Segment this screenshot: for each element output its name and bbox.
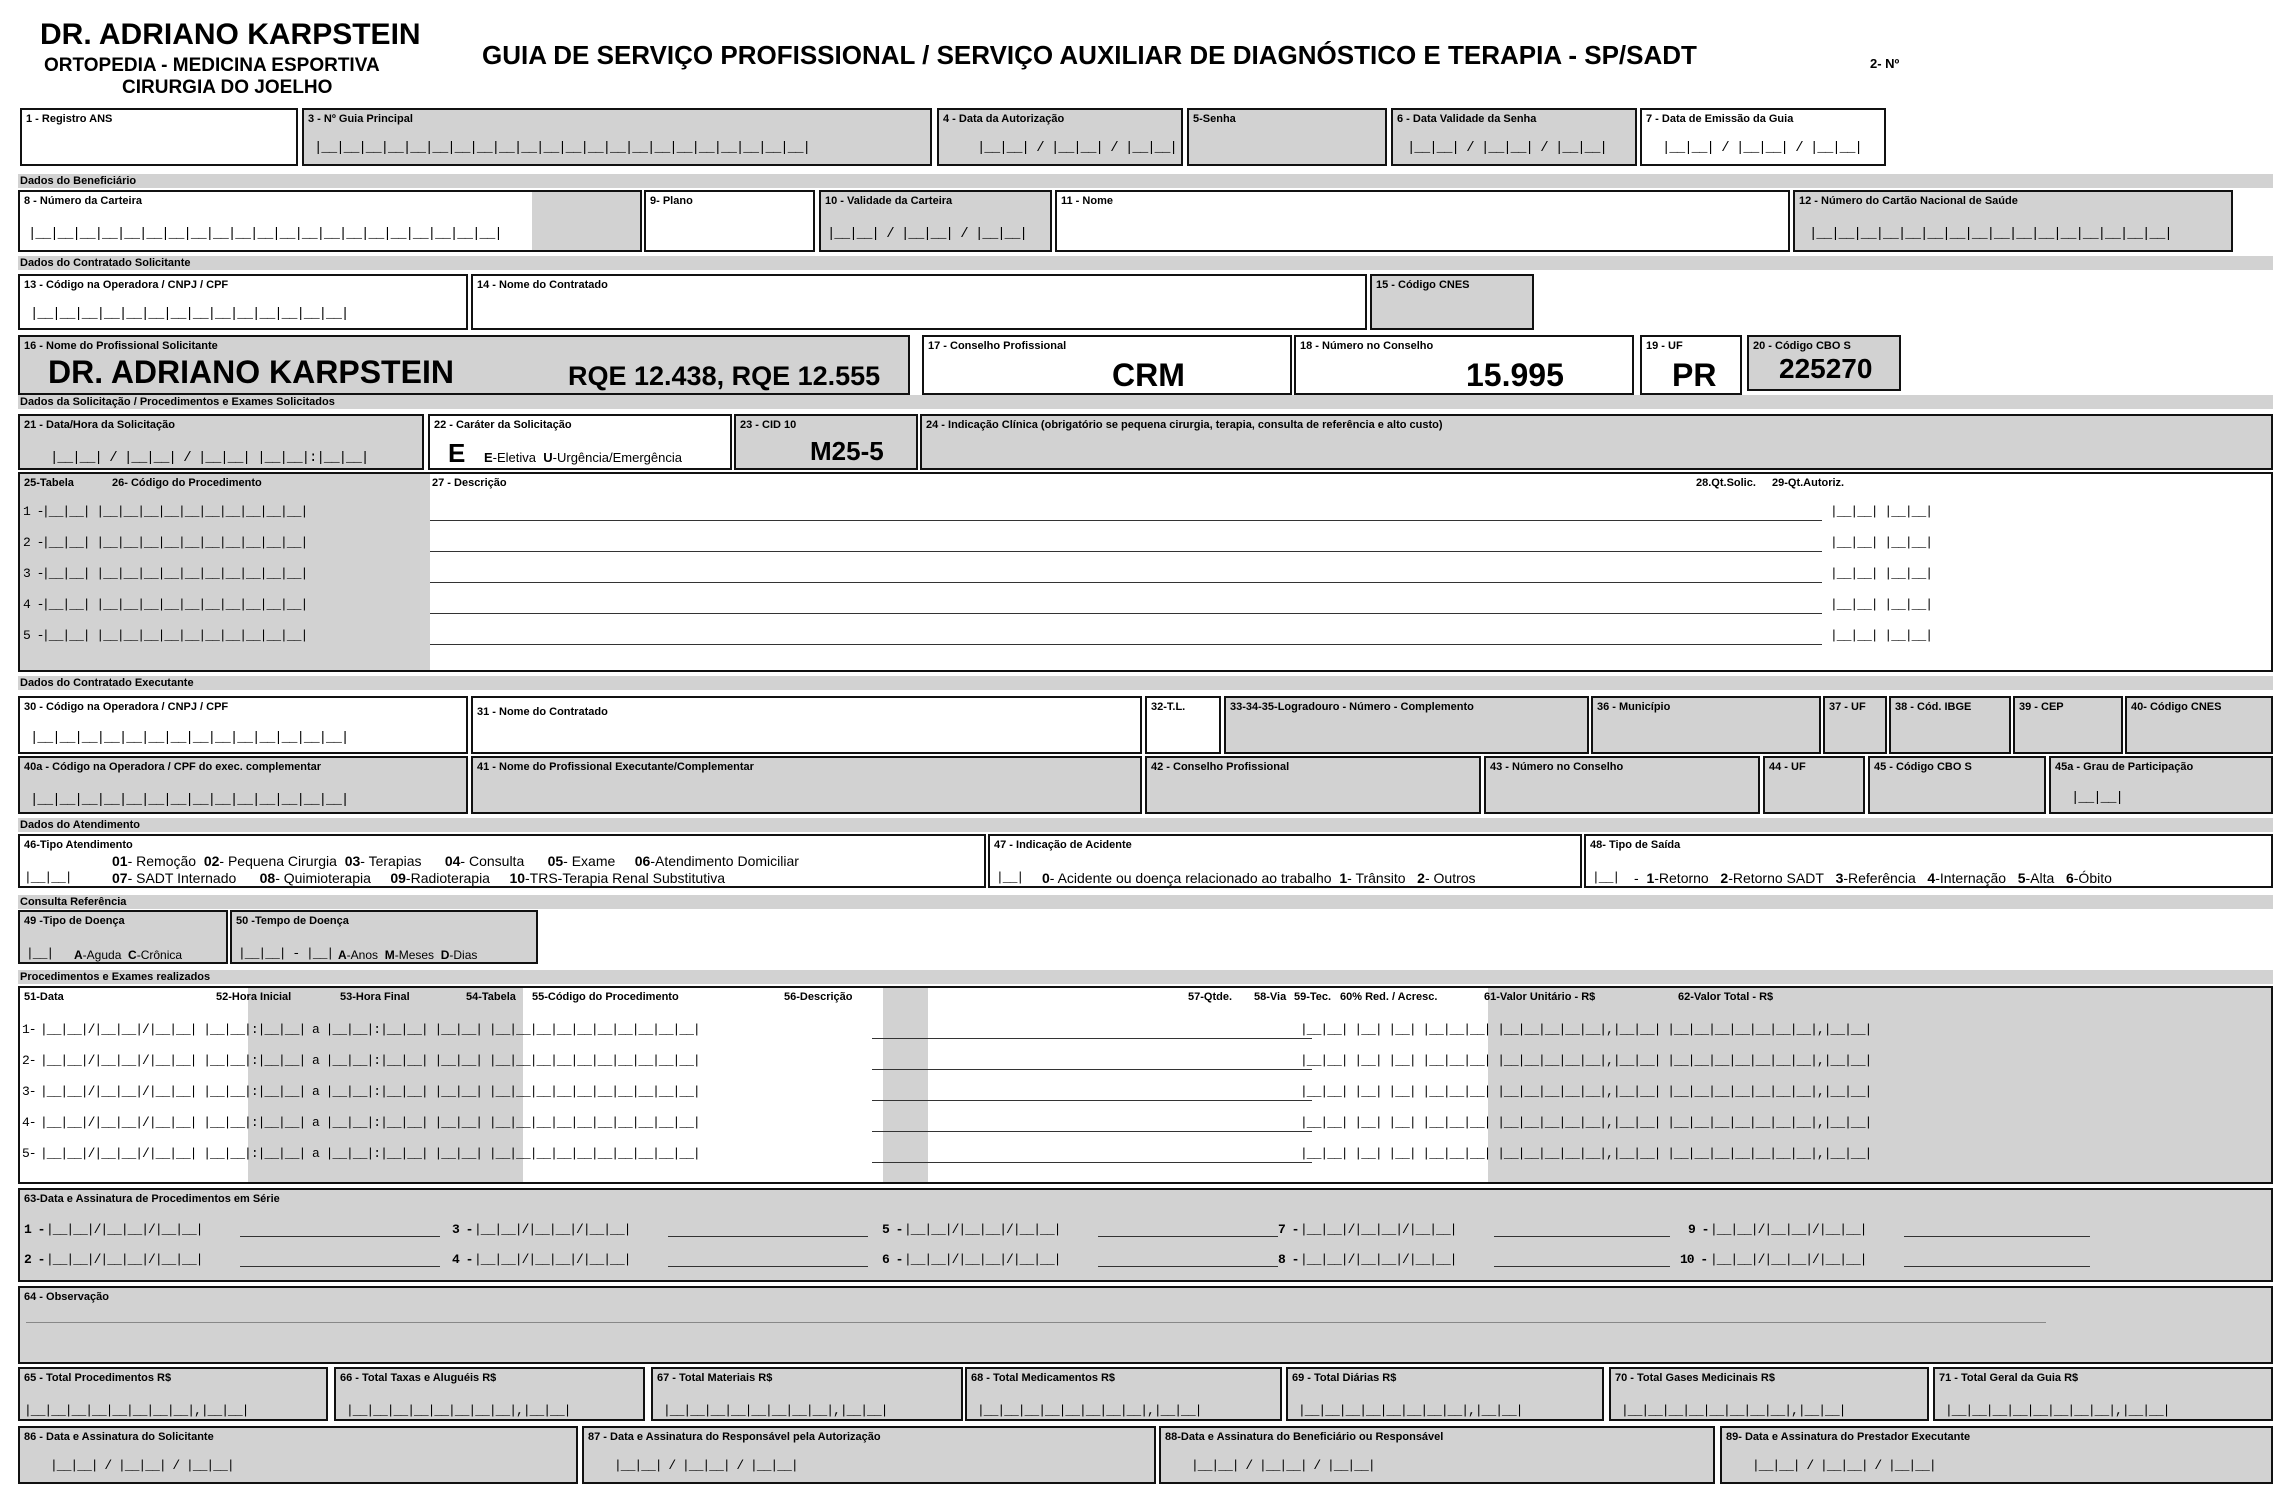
- blank: |__|__| / |__|__| / |__|__|: [1752, 1458, 1936, 1473]
- label-62: 62-Valor Total - R$: [1678, 991, 1774, 1003]
- serie-9-blank: |__|__|/|__|__|/|__|__|: [1710, 1222, 1867, 1237]
- blank: |__|__|: [24, 870, 72, 885]
- label: 86 - Data e Assinatura do Solicitante: [24, 1431, 214, 1443]
- serie-6-line: [1098, 1266, 1278, 1267]
- label: 24 - Indicação Clínica (obrigatório se pequena cirurgia, terapia, consulta de referência e alto custo): [926, 419, 1443, 431]
- blank: |__|__|__|__|__|__|__|__|,|__|__|: [1621, 1403, 1846, 1418]
- qty-blank: |__|__| |__|__|: [1830, 628, 1933, 643]
- qty-blank: |__|__| |__|__|: [1830, 597, 1933, 612]
- label: 18 - Número no Conselho: [1300, 340, 1434, 352]
- blank: |__|__| / |__|__| / |__|__|: [1407, 140, 1607, 156]
- carater-legend: E-Eletiva U-Urgência/Emergência: [484, 450, 682, 465]
- label: 67 - Total Materiais R$: [657, 1372, 773, 1384]
- label-53: 53-Hora Final: [340, 991, 410, 1003]
- section-procedimentos-realizados: Procedimentos e Exames realizados: [18, 970, 2273, 984]
- serie-3-line: [668, 1236, 868, 1237]
- row-blank: |__|__|/|__|__|/|__|__| |__|__|:|__|__| a |__|__|:|__|__| |__|__| |__|__|__|__|__|__|__|__|__|__|: [40, 1084, 700, 1099]
- row-5[interactable]: [20, 628, 2270, 654]
- section-beneficiario: Dados do Beneficiário: [18, 174, 2273, 188]
- label: 42 - Conselho Profissional: [1151, 761, 1290, 773]
- label: 36 - Município: [1597, 701, 1671, 713]
- row-num: 5-: [22, 1146, 36, 1161]
- field-21-data-hora[interactable]: [18, 414, 424, 470]
- field-48-tipo-saida[interactable]: [1584, 834, 2273, 888]
- blank: |__|: [26, 946, 54, 961]
- field-1-registro-ans[interactable]: [20, 108, 298, 166]
- label: 63-Data e Assinatura de Procedimentos em Série: [24, 1193, 280, 1205]
- desc-line: [430, 520, 1822, 521]
- label: 8 - Número da Carteira: [24, 195, 142, 207]
- label: 71 - Total Geral da Guia R$: [1939, 1372, 2079, 1384]
- section-solicitante: Dados do Contratado Solicitante: [18, 256, 2273, 270]
- field-69-total-diarias[interactable]: [1286, 1367, 1604, 1421]
- field-65-total-procedimentos[interactable]: [18, 1367, 328, 1421]
- serie-2-blank: |__|__|/|__|__|/|__|__|: [46, 1252, 203, 1267]
- field-67-total-materiais[interactable]: [651, 1367, 963, 1421]
- serie-3-num: 3 -: [452, 1222, 473, 1237]
- label-61: 61-Valor Unitário - R$: [1484, 991, 1596, 1003]
- blank: |__|: [1592, 870, 1620, 885]
- row-3[interactable]: [20, 566, 2270, 592]
- serie-9-line: [1904, 1236, 2090, 1237]
- tipo-atendimento-line1: 01- Remoção 02- Pequena Cirurgia 03- Terapias 04- Consulta 05- Exame 06-Atendimento Domiciliar: [112, 853, 799, 869]
- desc-line: [872, 1069, 1312, 1070]
- section-consulta-referencia: Consulta Referência: [18, 895, 2273, 909]
- label: 15 - Código CNES: [1376, 279, 1470, 291]
- label: 69 - Total Diárias R$: [1292, 1372, 1397, 1384]
- label: 89- Data e Assinatura do Prestador Executante: [1726, 1431, 1971, 1443]
- serie-6-blank: |__|__|/|__|__|/|__|__|: [904, 1252, 1061, 1267]
- desc-line: [872, 1038, 1312, 1039]
- field-46-tipo-atendimento[interactable]: [18, 834, 986, 888]
- tipo-atendimento-line2: 07- SADT Internado 08- Quimioterapia 09-Radioterapia 10-TRS-Terapia Renal Substitutiva: [112, 870, 725, 886]
- label: 3 - Nº Guia Principal: [308, 113, 413, 125]
- field-8-numero-carteira[interactable]: [18, 190, 642, 252]
- field-30-codigo-operadora[interactable]: [18, 696, 468, 754]
- label-54: 54-Tabela: [466, 991, 516, 1003]
- label: 14 - Nome do Contratado: [477, 279, 608, 291]
- blank: |__|__| / |__|__| / |__|__|: [827, 226, 1027, 242]
- desc-line: [872, 1162, 1312, 1163]
- row-blank-2: |__|__| |__| |__| |__|__|__| |__|__|__|__|__|,|__|__| |__|__|__|__|__|__|__|,|__|__|: [1300, 1146, 1872, 1161]
- label: 31 - Nome do Contratado: [477, 706, 608, 718]
- field-42-conselho-profissional[interactable]: [1145, 756, 1481, 814]
- serie-4-blank: |__|__|/|__|__|/|__|__|: [474, 1252, 631, 1267]
- profissional-value: DR. ADRIANO KARPSTEIN: [48, 354, 454, 390]
- field-36-municipio[interactable]: [1591, 696, 1821, 754]
- row-blank: |__|__| |__|__|__|__|__|__|__|__|__|__|: [42, 628, 308, 643]
- field-17-conselho-profissional[interactable]: [922, 335, 1292, 395]
- blank: |__|: [996, 870, 1024, 885]
- label: 12 - Número do Cartão Nacional de Saúde: [1799, 195, 2018, 207]
- label: 4 - Data da Autorização: [943, 113, 1065, 125]
- blank: |__|__|__|__|__|__|__|__|__|__|__|__|__|__|__|__|__|__|__|__|__|: [28, 226, 502, 242]
- row-num: 3 -: [23, 566, 44, 581]
- serie-10-num: 10 -: [1680, 1252, 1708, 1267]
- label: 22 - Caráter da Solicitação: [434, 419, 572, 431]
- label: 30 - Código na Operadora / CNPJ / CPF: [24, 701, 229, 713]
- blank: |__|__| / |__|__| / |__|__|: [1191, 1458, 1375, 1473]
- desc-line: [430, 551, 1822, 552]
- blank: |__|__|__|__|__|__|__|__|,|__|__|: [663, 1403, 888, 1418]
- label-qt-autoriz: 29-Qt.Autoriz.: [1772, 477, 1845, 489]
- serie-5-line: [1098, 1236, 1278, 1237]
- rqe-value: RQE 12.438, RQE 12.555: [568, 361, 881, 391]
- row-blank: |__|__| |__|__|__|__|__|__|__|__|__|__|: [42, 504, 308, 519]
- label-qt-solic: 28.Qt.Solic.: [1696, 477, 1756, 489]
- blank: |__|__| / |__|__| / |__|__|: [1662, 140, 1862, 156]
- serie-10-line: [1904, 1266, 2090, 1267]
- desc-line: [430, 613, 1822, 614]
- desc-line: [872, 1100, 1312, 1101]
- blank: |__|__|__|__|__|__|__|__|,|__|__|: [977, 1403, 1202, 1418]
- specialty-line1: ORTOPEDIA - MEDICINA ESPORTIVA: [44, 55, 380, 76]
- field-5-senha[interactable]: [1187, 108, 1387, 166]
- field-32-tl[interactable]: [1145, 696, 1221, 754]
- field-63-procedimentos-serie[interactable]: [18, 1188, 2273, 1282]
- label-58: 58-Via: [1254, 991, 1287, 1003]
- field-13-codigo-operadora[interactable]: [18, 274, 468, 330]
- field-68-total-medicamentos[interactable]: [965, 1367, 1282, 1421]
- blank: |__|__|__|__|__|__|__|__|,|__|__|: [24, 1403, 249, 1418]
- field-18-numero-conselho[interactable]: [1294, 335, 1634, 395]
- field-24-indicacao-clinica[interactable]: [920, 414, 2273, 470]
- row-blank: |__|__| |__|__|__|__|__|__|__|__|__|__|: [42, 566, 308, 581]
- field-19-uf[interactable]: [1640, 335, 1742, 395]
- label: 50 -Tempo de Doença: [236, 915, 349, 927]
- field-20-codigo-cbo[interactable]: [1747, 335, 1901, 391]
- label: 23 - CID 10: [740, 419, 797, 431]
- label: 5-Senha: [1193, 113, 1236, 125]
- field-12-cartao-nacional[interactable]: [1793, 190, 2233, 252]
- real-row-3[interactable]: [20, 1084, 2270, 1108]
- field-70-total-gases[interactable]: [1609, 1367, 1929, 1421]
- row-num: 2 -: [23, 535, 44, 550]
- label: 20 - Código CBO S: [1753, 340, 1851, 352]
- real-row-2[interactable]: [20, 1053, 2270, 1077]
- shade: [532, 192, 640, 250]
- label: 40- Código CNES: [2131, 701, 2222, 713]
- procedimentos-realizados-table: [18, 986, 2273, 1184]
- label-59: 59-Tec.: [1294, 991, 1332, 1003]
- label-51: 51-Data: [24, 991, 64, 1003]
- label: 65 - Total Procedimentos R$: [24, 1372, 172, 1384]
- uf-value: PR: [1672, 357, 1717, 393]
- row-num: 1 -: [23, 504, 44, 519]
- row-blank-2: |__|__| |__| |__| |__|__|__| |__|__|__|__|__|,|__|__| |__|__|__|__|__|__|__|,|__|__|: [1300, 1053, 1872, 1068]
- label-56: 56-Descrição: [784, 991, 853, 1003]
- field-50-tempo-doenca[interactable]: [230, 910, 538, 964]
- label: 37 - UF: [1829, 701, 1866, 713]
- blank: |__|__|__|__|__|__|__|__|__|__|__|__|__|__|__|__|: [1809, 226, 2172, 242]
- label: 19 - UF: [1646, 340, 1683, 352]
- row-4[interactable]: [20, 597, 2270, 623]
- field-14-nome-contratado[interactable]: [471, 274, 1367, 330]
- row-blank: |__|__|/|__|__|/|__|__| |__|__|:|__|__| a |__|__|:|__|__| |__|__| |__|__|__|__|__|__|__|__|__|__|: [40, 1115, 700, 1130]
- blank: |__|__| / |__|__| / |__|__|: [50, 1458, 234, 1473]
- blank: |__|__|__|__|__|__|__|__|__|__|__|__|__|__|: [30, 730, 349, 746]
- label: 1 - Registro ANS: [26, 113, 113, 125]
- label: 48- Tipo de Saída: [1590, 839, 1681, 851]
- label: 45 - Código CBO S: [1874, 761, 1972, 773]
- section-atendimento: Dados do Atendimento: [18, 818, 2273, 832]
- label-52: 52-Hora Inicial: [216, 991, 292, 1003]
- label: 70 - Total Gases Medicinais R$: [1615, 1372, 1775, 1384]
- doctor-name: DR. ADRIANO KARPSTEIN: [40, 18, 421, 51]
- blank: |__|__| / |__|__| / |__|__| |__|__|:|__|__|: [50, 450, 369, 466]
- serie-4-num: 4 -: [452, 1252, 473, 1267]
- desc-line: [872, 1131, 1312, 1132]
- label-55: 55-Código do Procedimento: [532, 991, 679, 1003]
- field-47-indicacao-acidente[interactable]: [988, 834, 1582, 888]
- label: 16 - Nome do Profissional Solicitante: [24, 340, 218, 352]
- conselho-value: CRM: [1112, 357, 1185, 393]
- cid-value: M25-5: [810, 436, 884, 466]
- field-15-codigo-cnes[interactable]: [1370, 274, 1534, 330]
- field-87-assinatura-autorizacao[interactable]: [582, 1426, 1156, 1484]
- real-row-1[interactable]: [20, 1022, 2270, 1046]
- obs-line: [26, 1322, 2046, 1323]
- row-blank: |__|__|/|__|__|/|__|__| |__|__|:|__|__| a |__|__|:|__|__| |__|__| |__|__|__|__|__|__|__|__|__|__|: [40, 1053, 700, 1068]
- specialty-line2: CIRURGIA DO JOELHO: [122, 77, 333, 98]
- row-blank: |__|__|/|__|__|/|__|__| |__|__|:|__|__| a |__|__|:|__|__| |__|__| |__|__|__|__|__|__|__|__|__|__|: [40, 1146, 700, 1161]
- blank: |__|__|: [2071, 790, 2123, 806]
- field-23-cid10[interactable]: [734, 414, 918, 470]
- real-row-5[interactable]: [20, 1146, 2270, 1170]
- label: 13 - Código na Operadora / CNPJ / CPF: [24, 279, 229, 291]
- carater-value: E: [448, 438, 466, 468]
- field-66-total-taxas[interactable]: [334, 1367, 645, 1421]
- field-39-cep[interactable]: [2013, 696, 2123, 754]
- section-solicitacao: Dados da Solicitação / Procedimentos e Exames Solicitados: [18, 395, 2273, 409]
- row-num: 4 -: [23, 597, 44, 612]
- serie-8-blank: |__|__|/|__|__|/|__|__|: [1300, 1252, 1457, 1267]
- saida-options: - 1-Retorno 2-Retorno SADT 3-Referência 4-Internação 5-Alta 6-Óbito: [1634, 870, 2112, 886]
- blank: |__|__| / |__|__| / |__|__|: [977, 140, 1177, 156]
- row-num: 2-: [22, 1053, 36, 1068]
- label: 41 - Nome do Profissional Executante/Complementar: [477, 761, 754, 773]
- field-16-profissional-solicitante[interactable]: [18, 335, 910, 395]
- row-1[interactable]: [20, 504, 2270, 530]
- label-tabela: 25-Tabela: [24, 477, 74, 489]
- label: 6 - Data Validade da Senha: [1397, 113, 1537, 125]
- serie-7-line: [1494, 1236, 1670, 1237]
- label: 45a - Grau de Participação: [2055, 761, 2194, 773]
- row-num: 5 -: [23, 628, 44, 643]
- acidente-options: 0- Acidente ou doença relacionado ao trabalho 1- Trânsito 2- Outros: [1042, 870, 1476, 886]
- field-44-uf[interactable]: [1763, 756, 1865, 814]
- row-blank-2: |__|__| |__| |__| |__|__|__| |__|__|__|__|__|,|__|__| |__|__|__|__|__|__|__|,|__|__|: [1300, 1115, 1872, 1130]
- row-blank: |__|__|/|__|__|/|__|__| |__|__|:|__|__| a |__|__|:|__|__| |__|__| |__|__|__|__|__|__|__|__|__|__|: [40, 1022, 700, 1037]
- blank: |__|__|__|__|__|__|__|__|__|__|__|__|__|__|: [30, 306, 349, 322]
- qty-blank: |__|__| |__|__|: [1830, 504, 1933, 519]
- section-executante: Dados do Contratado Executante: [18, 676, 2273, 690]
- label: 17 - Conselho Profissional: [928, 340, 1067, 352]
- field-49-tipo-doenca[interactable]: [18, 910, 228, 964]
- blank: |__|__|__|__|__|__|__|__|,|__|__|: [1945, 1403, 2170, 1418]
- label: 40a - Código na Operadora / CPF do exec. complementar: [24, 761, 322, 773]
- field-11-nome[interactable]: [1055, 190, 1790, 252]
- row-blank-2: |__|__| |__| |__| |__|__|__| |__|__|__|__|__|,|__|__| |__|__|__|__|__|__|__|,|__|__|: [1300, 1084, 1872, 1099]
- label-60: 60% Red. / Acresc.: [1340, 991, 1438, 1003]
- label-descricao: 27 - Descrição: [432, 477, 507, 489]
- serie-8-num: 8 -: [1278, 1252, 1299, 1267]
- label: 64 - Observação: [24, 1291, 109, 1303]
- label: 88-Data e Assinatura do Beneficiário ou Responsável: [1165, 1431, 1444, 1443]
- label: 87 - Data e Assinatura do Responsável pela Autorização: [588, 1431, 881, 1443]
- field-71-total-geral[interactable]: [1933, 1367, 2273, 1421]
- field-6-validade-senha[interactable]: [1391, 108, 1637, 166]
- serie-5-blank: |__|__|/|__|__|/|__|__|: [904, 1222, 1061, 1237]
- row-2[interactable]: [20, 535, 2270, 561]
- label-codigo: 26- Código do Procedimento: [112, 477, 262, 489]
- field-9-plano[interactable]: [644, 190, 815, 252]
- label: 32-T.L.: [1151, 701, 1186, 713]
- label: 38 - Cód. IBGE: [1895, 701, 1972, 713]
- label: 44 - UF: [1769, 761, 1806, 773]
- row-blank-2: |__|__| |__| |__| |__|__|__| |__|__|__|__|__|,|__|__| |__|__|__|__|__|__|__|,|__|__|: [1300, 1022, 1872, 1037]
- serie-5-num: 5 -: [882, 1222, 903, 1237]
- desc-line: [430, 582, 1822, 583]
- guide-number-label: 2- Nº: [1870, 56, 1900, 71]
- field-45a-grau-participacao[interactable]: [2049, 756, 2273, 814]
- field-89-assinatura-prestador[interactable]: [1720, 1426, 2273, 1484]
- blank: |__|__| - |__|: [238, 946, 334, 961]
- tempo-doenca-options: A-Anos M-Meses D-Dias: [338, 948, 478, 962]
- blank: |__|__|__|__|__|__|__|__|__|__|__|__|__|__|__|__|__|__|__|__|__|__|: [314, 140, 810, 156]
- row-blank: |__|__| |__|__|__|__|__|__|__|__|__|__|: [42, 597, 308, 612]
- tipo-doenca-options: A-Aguda C-Crônica: [74, 948, 183, 962]
- label: 10 - Validade da Carteira: [825, 195, 953, 207]
- row-num: 3-: [22, 1084, 36, 1099]
- label-57: 57-Qtde.: [1188, 991, 1233, 1003]
- blank: |__|__| / |__|__| / |__|__|: [614, 1458, 798, 1473]
- field-31-nome-contratado[interactable]: [471, 696, 1142, 754]
- blank: |__|__|__|__|__|__|__|__|,|__|__|: [346, 1403, 571, 1418]
- field-43-numero-conselho[interactable]: [1484, 756, 1760, 814]
- serie-3-blank: |__|__|/|__|__|/|__|__|: [474, 1222, 631, 1237]
- numero-conselho-value: 15.995: [1466, 357, 1564, 393]
- field-4-data-autorizacao[interactable]: [937, 108, 1183, 166]
- label: 39 - CEP: [2019, 701, 2064, 713]
- field-10-validade-carteira[interactable]: [819, 190, 1052, 252]
- serie-2-line: [240, 1266, 440, 1267]
- label: 7 - Data de Emissão da Guia: [1646, 113, 1794, 125]
- label: 49 -Tipo de Doença: [24, 915, 125, 927]
- label: 21 - Data/Hora da Solicitação: [24, 419, 175, 431]
- field-40a-codigo-complementar[interactable]: [18, 756, 468, 814]
- label: 68 - Total Medicamentos R$: [971, 1372, 1116, 1384]
- blank: |__|__|__|__|__|__|__|__|__|__|__|__|__|__|: [30, 792, 349, 808]
- desc-line: [430, 644, 1822, 645]
- field-40-codigo-cnes[interactable]: [2125, 696, 2273, 754]
- cbo-value: 225270: [1779, 353, 1873, 384]
- blank: |__|__|__|__|__|__|__|__|,|__|__|: [1298, 1403, 1523, 1418]
- row-num: 4-: [22, 1115, 36, 1130]
- label: 33-34-35-Logradouro - Número - Complemento: [1230, 701, 1474, 713]
- field-33-logradouro[interactable]: [1224, 696, 1589, 754]
- row-num: 1-: [22, 1022, 36, 1037]
- form-title: GUIA DE SERVIÇO PROFISSIONAL / SERVIÇO AUXILIAR DE DIAGNÓSTICO E TERAPIA - SP/SADT: [482, 40, 1697, 70]
- field-45-cbo[interactable]: [1868, 756, 2046, 814]
- serie-2-num: 2 -: [24, 1252, 45, 1267]
- serie-1-num: 1 -: [24, 1222, 45, 1237]
- serie-7-num: 7 -: [1278, 1222, 1299, 1237]
- field-7-data-emissao[interactable]: [1640, 108, 1886, 166]
- field-22-carater[interactable]: [428, 414, 732, 470]
- label: 11 - Nome: [1061, 195, 1113, 207]
- serie-9-num: 9 -: [1688, 1222, 1709, 1237]
- label: 9- Plano: [650, 195, 693, 207]
- label: 66 - Total Taxas e Aluguéis R$: [340, 1372, 497, 1384]
- serie-10-blank: |__|__|/|__|__|/|__|__|: [1710, 1252, 1867, 1267]
- field-86-assinatura-solicitante[interactable]: [18, 1426, 578, 1484]
- serie-7-blank: |__|__|/|__|__|/|__|__|: [1300, 1222, 1457, 1237]
- serie-1-line: [240, 1236, 440, 1237]
- qty-blank: |__|__| |__|__|: [1830, 566, 1933, 581]
- serie-6-num: 6 -: [882, 1252, 903, 1267]
- serie-8-line: [1494, 1266, 1670, 1267]
- serie-4-line: [668, 1266, 868, 1267]
- serie-1-blank: |__|__|/|__|__|/|__|__|: [46, 1222, 203, 1237]
- field-88-assinatura-beneficiario[interactable]: [1159, 1426, 1715, 1484]
- field-3-guia-principal[interactable]: [302, 108, 932, 166]
- field-38-cod-ibge[interactable]: [1889, 696, 2011, 754]
- field-64-observacao[interactable]: [18, 1286, 2273, 1364]
- field-41-profissional-executante[interactable]: [471, 756, 1142, 814]
- real-row-4[interactable]: [20, 1115, 2270, 1139]
- row-blank: |__|__| |__|__|__|__|__|__|__|__|__|__|: [42, 535, 308, 550]
- qty-blank: |__|__| |__|__|: [1830, 535, 1933, 550]
- label: 46-Tipo Atendimento: [24, 839, 133, 851]
- label: 47 - Indicação de Acidente: [994, 839, 1132, 851]
- procedimentos-solicitados-table: [18, 472, 2273, 672]
- field-37-uf[interactable]: [1823, 696, 1887, 754]
- label: 43 - Número no Conselho: [1490, 761, 1624, 773]
